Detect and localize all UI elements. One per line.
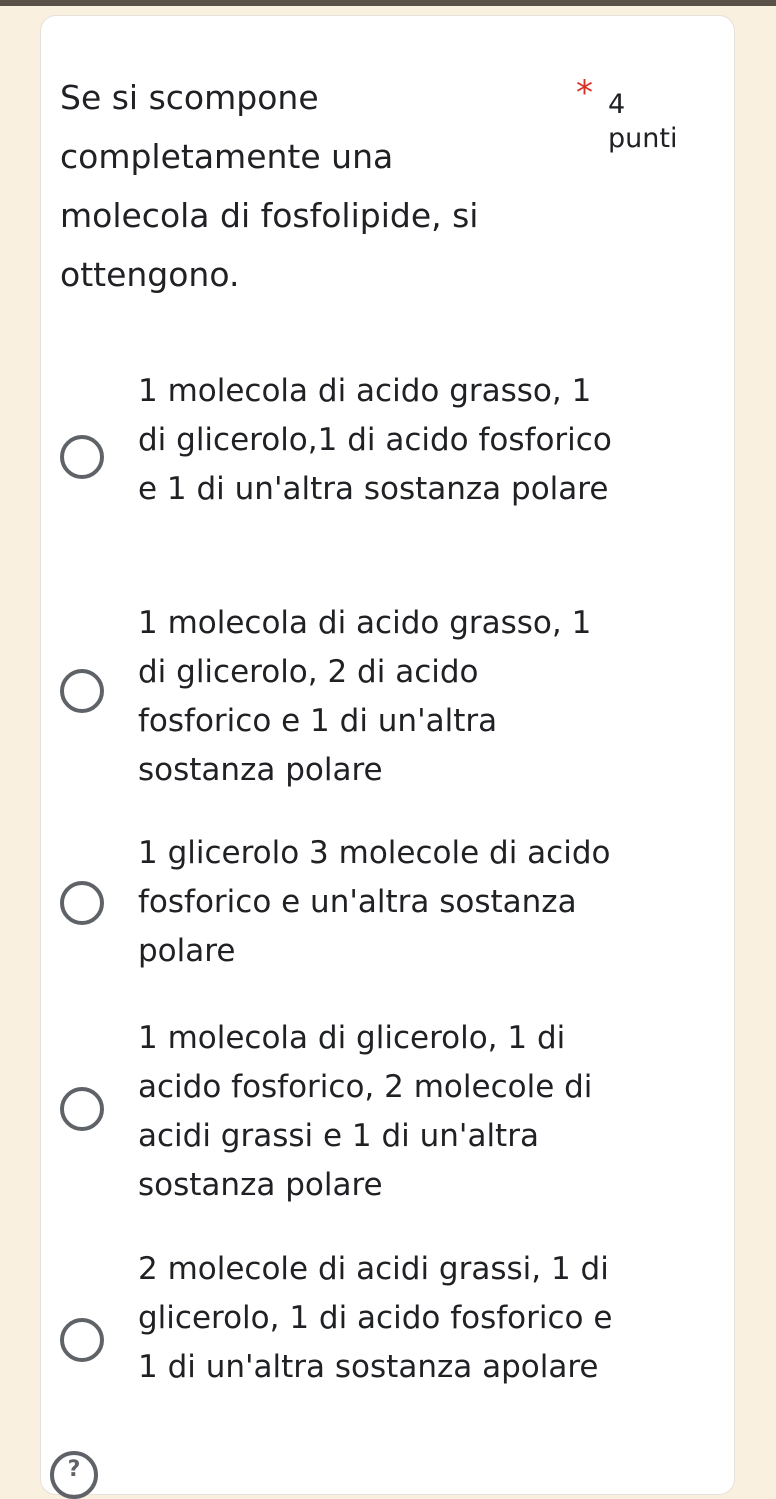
option-label[interactable]: 1 molecola di glicerolo, 1 di acido fosforico, 2 molecole di acidi grassi e 1 di un'altra sostanza polare xyxy=(138,1020,593,1203)
radio-button[interactable] xyxy=(60,881,104,925)
radio-button[interactable] xyxy=(60,1087,104,1131)
question-title: Se si scompone completamente una molecola di fosfolipide, si ottengono. xyxy=(60,78,479,294)
radio-button[interactable] xyxy=(60,669,104,713)
option-label[interactable]: 1 molecola di acido grasso, 1 di glicerolo,1 di acido fosforico e 1 di un'altra sostanza polare xyxy=(138,373,612,507)
points-label: 4 punti xyxy=(608,89,678,154)
option-label[interactable]: 2 molecole di acidi grassi, 1 di glicerolo, 1 di acido fosforico e 1 di un'altra sostanza apolare xyxy=(138,1251,613,1385)
required-marker: * xyxy=(576,73,593,113)
top-bar xyxy=(0,0,776,6)
help-icon[interactable]: ? xyxy=(50,1451,98,1499)
option-label[interactable]: 1 glicerolo 3 molecole di acido fosforico e un'altra sostanza polare xyxy=(138,835,611,969)
radio-button[interactable] xyxy=(60,435,104,479)
radio-button[interactable] xyxy=(60,1318,104,1362)
option-label[interactable]: 1 molecola di acido grasso, 1 di glicerolo, 2 di acido fosforico e 1 di un'altra sostanza polare xyxy=(138,605,592,788)
